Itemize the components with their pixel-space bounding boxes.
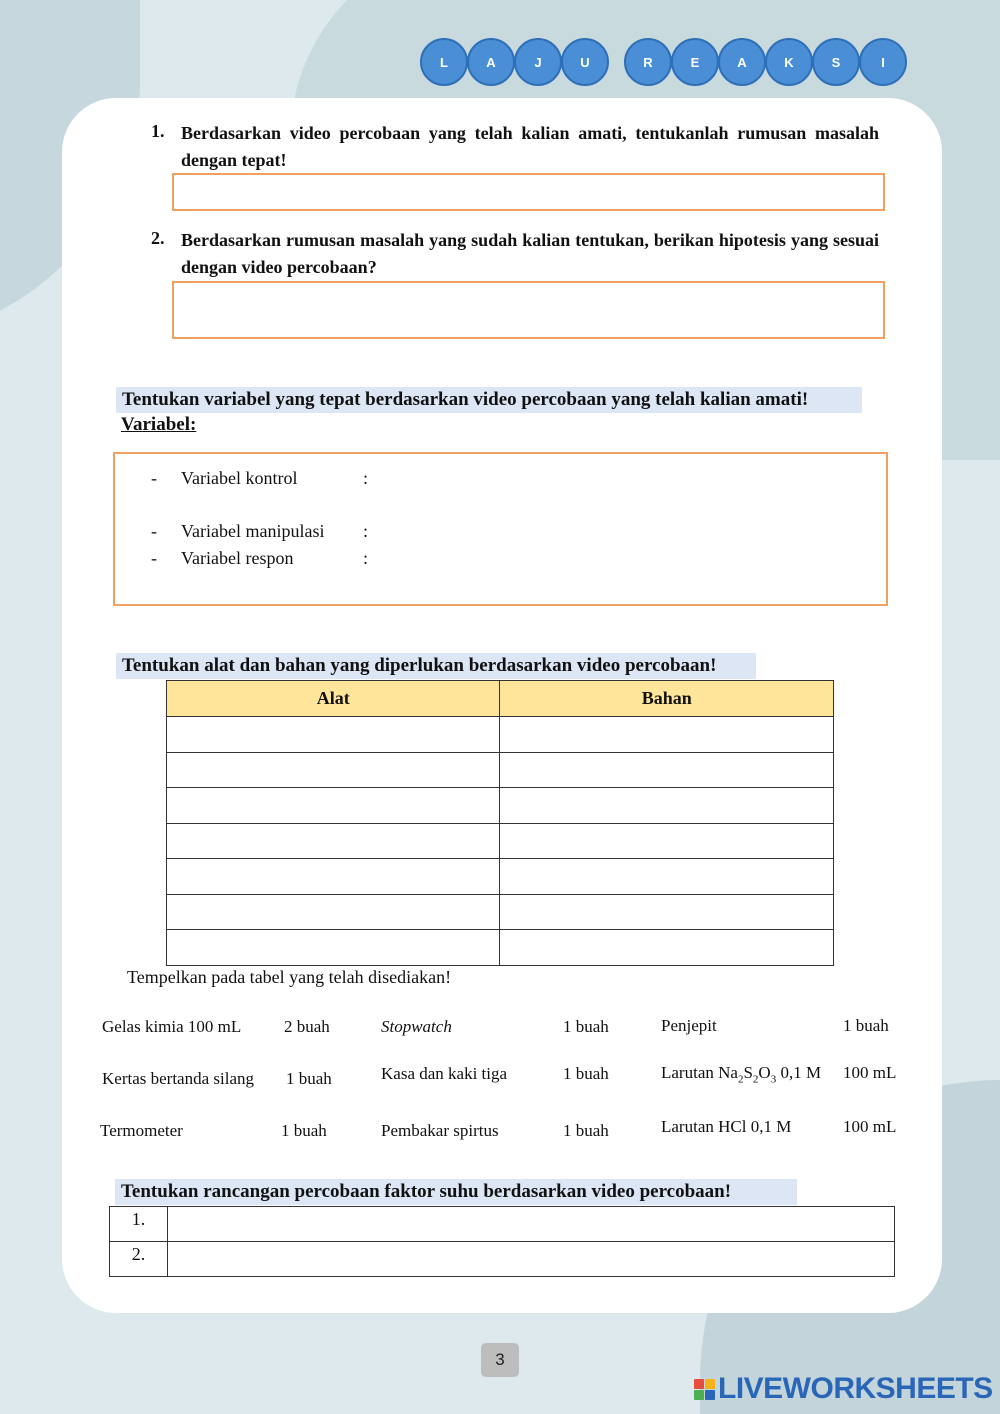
design-row-number: 2.: [110, 1242, 168, 1277]
column-header-alat: Alat: [167, 681, 500, 717]
title-letter: K: [765, 38, 813, 86]
title-letter: A: [718, 38, 766, 86]
question-1-number: 1.: [151, 121, 165, 141]
title-letter: L: [420, 38, 468, 86]
material-qty: 1 buah: [563, 1121, 609, 1140]
material-stopwatch[interactable]: Stopwatch: [381, 1017, 452, 1036]
variable-respon-row: [151, 548, 368, 569]
material-pembakar-spirtus[interactable]: Pembakar spirtus: [381, 1121, 499, 1140]
worksheet-title: [420, 38, 906, 86]
variables-heading: Tentukan variabel yang tepat berdasarkan video percobaan yang telah kalian amati!: [116, 387, 862, 413]
title-word-reaksi: [624, 38, 906, 86]
material-larutan-hcl[interactable]: Larutan HCl 0,1 M: [661, 1117, 792, 1136]
table-row: [167, 894, 834, 930]
bahan-drop-cell[interactable]: [500, 859, 834, 895]
bullet-dash: -: [151, 548, 157, 568]
design-heading: Tentukan rancangan percobaan faktor suhu berdasarkan video percobaan!: [115, 1179, 797, 1205]
material-kertas-silang[interactable]: Kertas bertanda silang: [102, 1069, 254, 1088]
title-word-laju: [420, 38, 608, 86]
title-letter: U: [561, 38, 609, 86]
liveworksheets-logo[interactable]: [694, 1372, 993, 1406]
variable-colon: :: [363, 521, 369, 541]
table-row: [110, 1242, 895, 1277]
bullet-dash: -: [151, 468, 157, 488]
table-row: [167, 788, 834, 824]
table-row: [167, 930, 834, 966]
material-qty: 100 mL: [843, 1117, 897, 1136]
bahan-drop-cell[interactable]: [500, 823, 834, 859]
title-letter: S: [812, 38, 860, 86]
variable-kontrol-row: [151, 468, 368, 489]
table-row: [110, 1207, 895, 1242]
bahan-drop-cell[interactable]: [500, 752, 834, 788]
material-qty: 1 buah: [563, 1064, 609, 1083]
alat-drop-cell[interactable]: [167, 930, 500, 966]
title-letter: I: [859, 38, 907, 86]
question-1-answer-field[interactable]: [172, 173, 885, 211]
bahan-drop-cell[interactable]: [500, 894, 834, 930]
design-answer-cell[interactable]: [168, 1242, 895, 1277]
material-termometer[interactable]: Termometer: [100, 1121, 183, 1140]
variable-kontrol-label: Variabel kontrol: [181, 468, 298, 488]
design-table: [109, 1206, 895, 1277]
tools-materials-table: [166, 680, 834, 966]
bahan-drop-cell[interactable]: [500, 788, 834, 824]
material-larutan-natrium-tiosulfat[interactable]: Larutan $Na_2S_2O_3$ 0,1 M: [661, 1063, 822, 1086]
table-row: [167, 859, 834, 895]
alat-drop-cell[interactable]: [167, 752, 500, 788]
material-qty: 100 mL: [843, 1063, 897, 1082]
variable-manipulasi-row: [151, 521, 368, 542]
title-letter: R: [624, 38, 672, 86]
design-row-number: 1.: [110, 1207, 168, 1242]
material-gelas-kimia[interactable]: Gelas kimia 100 mL: [102, 1017, 242, 1036]
variables-title: Variabel:: [121, 414, 197, 435]
material-qty: 1 buah: [281, 1121, 327, 1140]
bahan-drop-cell[interactable]: [500, 930, 834, 966]
page-number-badge: 3: [481, 1343, 519, 1377]
design-answer-cell[interactable]: [168, 1207, 895, 1242]
title-letter: J: [514, 38, 562, 86]
variable-respon-label: Variabel respon: [181, 548, 294, 568]
variable-manipulasi-label: Variabel manipulasi: [181, 521, 325, 541]
material-qty: 1 buah: [563, 1017, 609, 1036]
alat-drop-cell[interactable]: [167, 859, 500, 895]
variable-colon: :: [363, 548, 369, 568]
paste-instruction: Tempelkan pada tabel yang telah disediakan!: [127, 967, 452, 987]
question-1-text: Berdasarkan video percobaan yang telah kalian amati, tentukanlah rumusan masalah dengan tepat!: [181, 123, 879, 170]
question-2-text: Berdasarkan rumusan masalah yang sudah kalian tentukan, berikan hipotesis yang sesuai dengan video percobaan?: [181, 230, 879, 277]
material-kasa-kaki-tiga[interactable]: Kasa dan kaki tiga: [381, 1064, 508, 1083]
material-qty: 1 buah: [843, 1016, 889, 1035]
liveworksheets-grid-icon: [694, 1379, 715, 1400]
table-row: [167, 717, 834, 753]
alat-drop-cell[interactable]: [167, 823, 500, 859]
alat-drop-cell[interactable]: [167, 717, 500, 753]
bullet-dash: -: [151, 521, 157, 541]
tools-heading: Tentukan alat dan bahan yang diperlukan berdasarkan video percobaan!: [116, 653, 756, 679]
material-qty: 1 buah: [286, 1069, 332, 1088]
alat-drop-cell[interactable]: [167, 788, 500, 824]
table-row: [167, 823, 834, 859]
question-2-answer-field[interactable]: [172, 281, 885, 339]
material-penjepit[interactable]: Penjepit: [661, 1016, 717, 1035]
table-row: [167, 752, 834, 788]
variable-colon: :: [363, 468, 369, 488]
bahan-drop-cell[interactable]: [500, 717, 834, 753]
material-qty: 2 buah: [284, 1017, 330, 1036]
alat-drop-cell[interactable]: [167, 894, 500, 930]
column-header-bahan: Bahan: [500, 681, 834, 717]
title-letter: A: [467, 38, 515, 86]
liveworksheets-wordmark: LIVEWORKSHEETS: [718, 1372, 993, 1405]
title-letter: E: [671, 38, 719, 86]
question-2-number: 2.: [151, 228, 165, 248]
